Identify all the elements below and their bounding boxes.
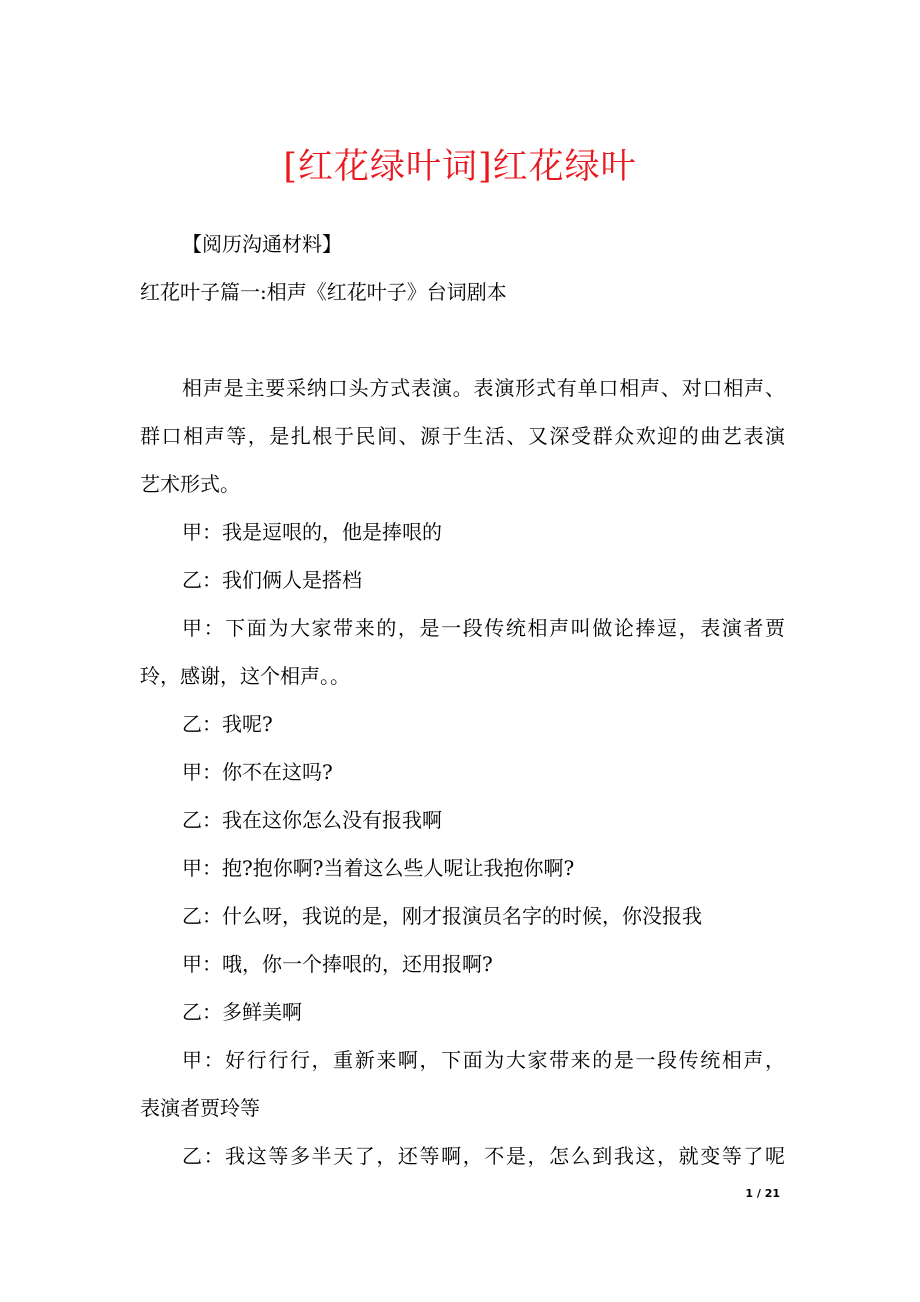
section-label: 【阅历沟通材料】 (182, 232, 342, 256)
dialogue-line: 乙：多鲜美啊 (182, 1000, 302, 1024)
dialogue-line: 乙：我们俩人是搭档 (182, 568, 362, 592)
dialogue-line: 乙：我呢? (182, 712, 273, 736)
intro-line: 相声是主要采纳口头方式表演。表演形式有单口相声、对口相声、 (182, 376, 785, 400)
document-body (140, 220, 785, 1180)
dialogue-line: 乙：我这等多半天了，还等啊，不是，怎么到我这，就变等了呢 (182, 1144, 785, 1168)
intro-line: 艺术形式。 (140, 472, 240, 496)
dialogue-line: 甲：下面为大家带来的，是一段传统相声叫做论捧逗，表演者贾 (182, 616, 785, 640)
section-subtitle: 红花叶子篇一:相声《红花叶子》台词剧本 (140, 280, 507, 304)
dialogue-line: 甲：哦，你一个捧哏的，还用报啊? (182, 952, 493, 976)
dialogue-line: 乙：我在这你怎么没有报我啊 (182, 808, 442, 832)
paragraph-spacer (140, 316, 785, 364)
dialogue-line: 甲：抱?抱你啊?当着这么些人呢让我抱你啊? (182, 856, 575, 880)
dialogue-line: 甲：你不在这吗? (182, 760, 333, 784)
dialogue-line: 甲：好行行行，重新来啊，下面为大家带来的是一段传统相声， (182, 1048, 785, 1072)
intro-line: 群口相声等，是扎根于民间、源于生活、又深受群众欢迎的曲艺表演 (140, 424, 785, 448)
dialogue-line: 甲：我是逗哏的，他是捧哏的 (182, 520, 442, 544)
dialogue-continuation: 玲，感谢，这个相声。。 (140, 664, 350, 688)
page-number: 1 / 21 (745, 1187, 780, 1200)
dialogue-continuation: 表演者贾玲等 (140, 1096, 260, 1120)
document-title: [红花绿叶词]红花绿叶 (283, 147, 637, 187)
dialogue-line: 乙：什么呀，我说的是，刚才报演员名字的时候，你没报我 (182, 904, 702, 928)
